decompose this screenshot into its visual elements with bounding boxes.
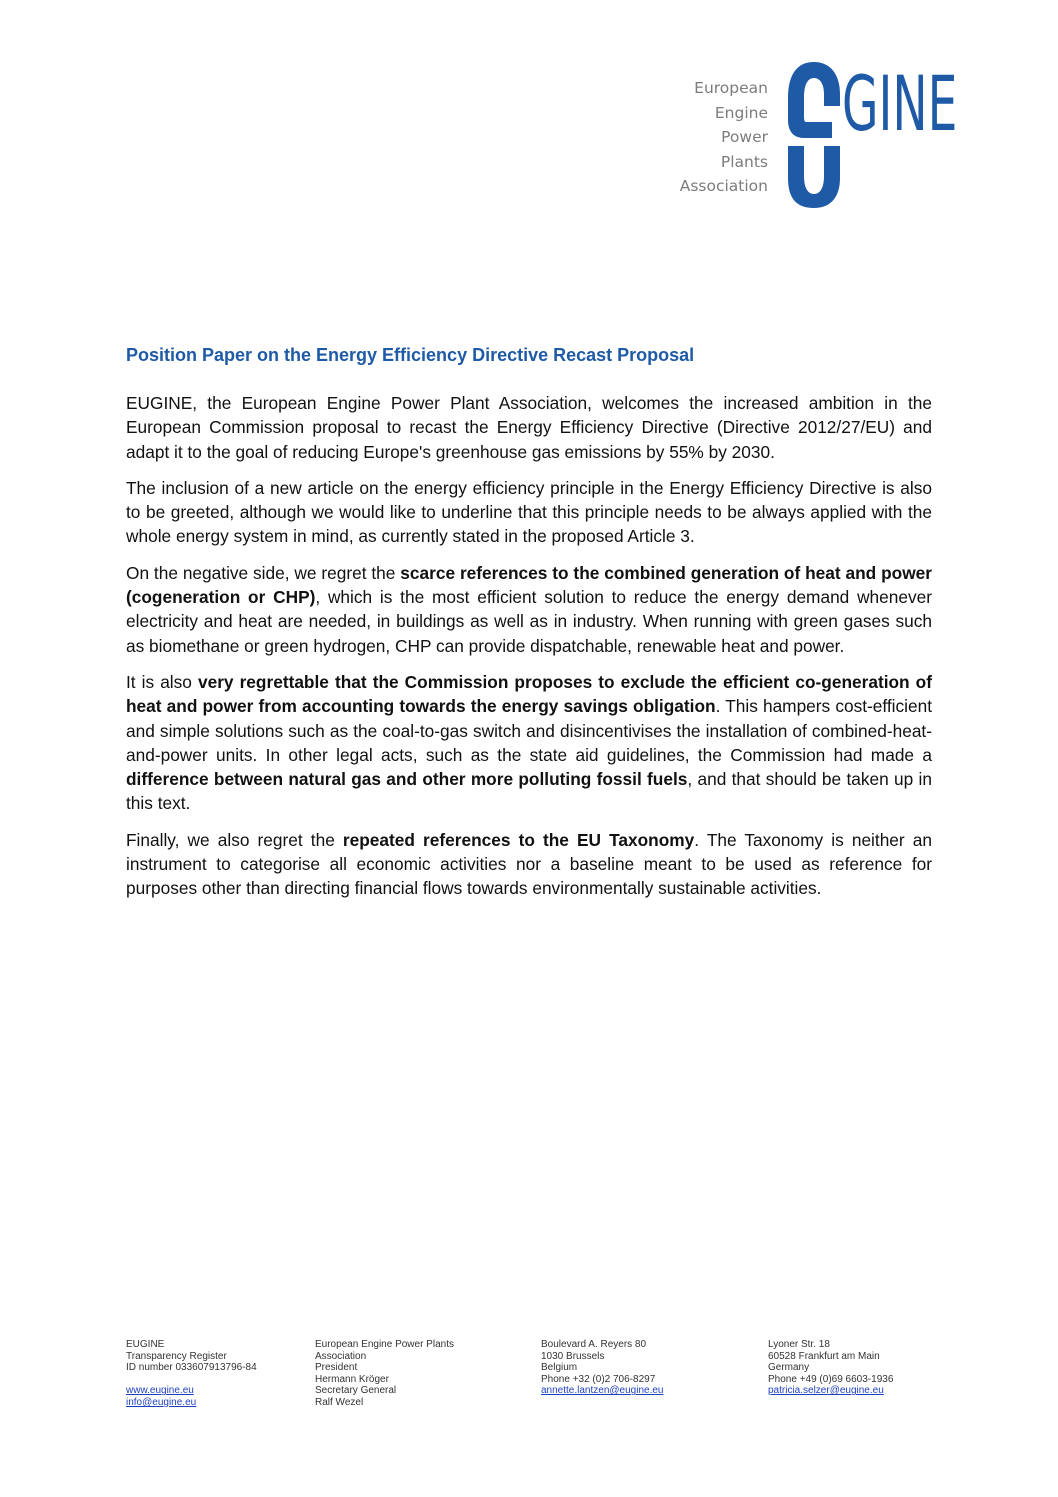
eu-logo-icon	[784, 58, 844, 210]
emphasis-text: difference between natural gas and other more polluting fossil fuels	[126, 769, 688, 790]
footer-line: 60528 Frankfurt am Main	[768, 1350, 880, 1362]
footer-col-brussels	[541, 1339, 663, 1397]
footer-line: Secretary General	[315, 1385, 397, 1397]
footer-col-eugine	[126, 1339, 257, 1409]
footer-line: Germany	[768, 1362, 810, 1374]
footer-line: European Engine Power Plants	[315, 1339, 454, 1350]
info-email-link[interactable]: info@eugine.eu	[126, 1396, 197, 1408]
body-paragraph	[126, 828, 932, 901]
body-paragraph	[126, 670, 932, 816]
paragraph-text: It is also	[126, 671, 198, 692]
brussels-email-link[interactable]: annette.lantzen@eugine.eu	[541, 1385, 664, 1397]
logo-text	[680, 76, 768, 199]
website-link[interactable]: www.eugine.eu	[126, 1385, 194, 1397]
logo-line: Power	[721, 128, 768, 146]
logo-line: Plants	[720, 152, 768, 171]
footer-line: 1030 Brussels	[541, 1350, 605, 1362]
document-title: Position Paper on the Energy Efficiency Directive Recast Proposal	[126, 345, 695, 365]
footer-line: Ralf Wezel	[315, 1396, 364, 1408]
main-content	[126, 343, 932, 913]
body-paragraphs	[126, 391, 932, 901]
footer-col-association	[315, 1339, 454, 1409]
footer-line: Hermann Kröger	[315, 1373, 389, 1385]
footer-line: Boulevard A. Reyers 80	[541, 1339, 647, 1350]
paragraph-text: EUGINE, the European Engine Power Plant Association, welcomes the increased ambition in the European Commission proposal to recast the Energy Efficiency Directive (Directive 2012/27/EU) and adapt it to the goal of reducing Europe's greenhouse gas emissions by 55% by 2030.	[126, 393, 932, 462]
footer-line: President	[315, 1362, 358, 1374]
footer-col-frankfurt	[768, 1339, 893, 1397]
paragraph-text: Finally, we also regret the	[126, 829, 343, 850]
logo-line: Association	[679, 177, 768, 195]
paragraph-text: , and that should be taken up in this text.	[126, 769, 932, 814]
footer-line: Phone +32 (0)2 706-8297	[541, 1373, 656, 1385]
body-paragraph	[126, 561, 932, 658]
logo-line: European	[694, 79, 768, 97]
footer-line: Transparency Register	[126, 1350, 227, 1362]
paragraph-text: . This hampers cost-efficient and simple solutions such as the coal-to-gas switch and disincentivises the installation of combined-heat-and-power units. In other legal acts, such as the state aid guidelines, the Commission had made a	[126, 696, 933, 765]
footer-line: ID number 033607913796-84	[126, 1362, 257, 1374]
logo-gine-text: GINE	[842, 59, 958, 148]
footer-line: Phone +49 (0)69 6603-1936	[768, 1373, 894, 1385]
body-paragraph	[126, 391, 932, 464]
footer-line: Belgium	[541, 1362, 578, 1374]
paragraph-text: . The Taxonomy is neither an instrument to categorise all economic activities nor a baseline meant to be used as reference for purposes other than directing financial flows towards environmentally sustainable activities.	[126, 829, 932, 899]
frankfurt-email-link[interactable]: patricia.selzer@eugine.eu	[768, 1385, 884, 1397]
emphasis-text: very regrettable that the Commission proposes to exclude the efficient co-generation of heat and power from accounting towards the energy savings obligation	[126, 671, 932, 717]
eugine-logo	[664, 58, 994, 210]
paragraph-text: , which is the most efficient solution to reduce the energy demand whenever electricity and heat are needed, in buildings as well as in industry. When running with green gases such as biomethane or green hydrogen, CHP can provide dispatchable, renewable heat and power.	[126, 587, 932, 656]
paragraph-text: The inclusion of a new article on the energy efficiency principle in the Energy Efficiency Directive is also to be greeted, although we would like to underline that this principle needs to be always applied with the whole energy system in mind, as currently stated in the proposed Article 3.	[126, 477, 932, 547]
emphasis-text: repeated references to the EU Taxonomy	[342, 829, 695, 850]
body-paragraph	[126, 476, 932, 549]
emphasis-text: scarce references to the combined generation of heat and power (cogeneration or CHP)	[126, 562, 932, 608]
footer-line: Lyoner Str. 18	[768, 1339, 830, 1350]
footer-line: EUGINE	[126, 1339, 165, 1350]
paragraph-text: On the negative side, we regret the	[126, 562, 401, 583]
logo-mark	[784, 58, 994, 210]
logo-line: Engine	[714, 103, 768, 122]
footer-line: Association	[315, 1350, 367, 1362]
